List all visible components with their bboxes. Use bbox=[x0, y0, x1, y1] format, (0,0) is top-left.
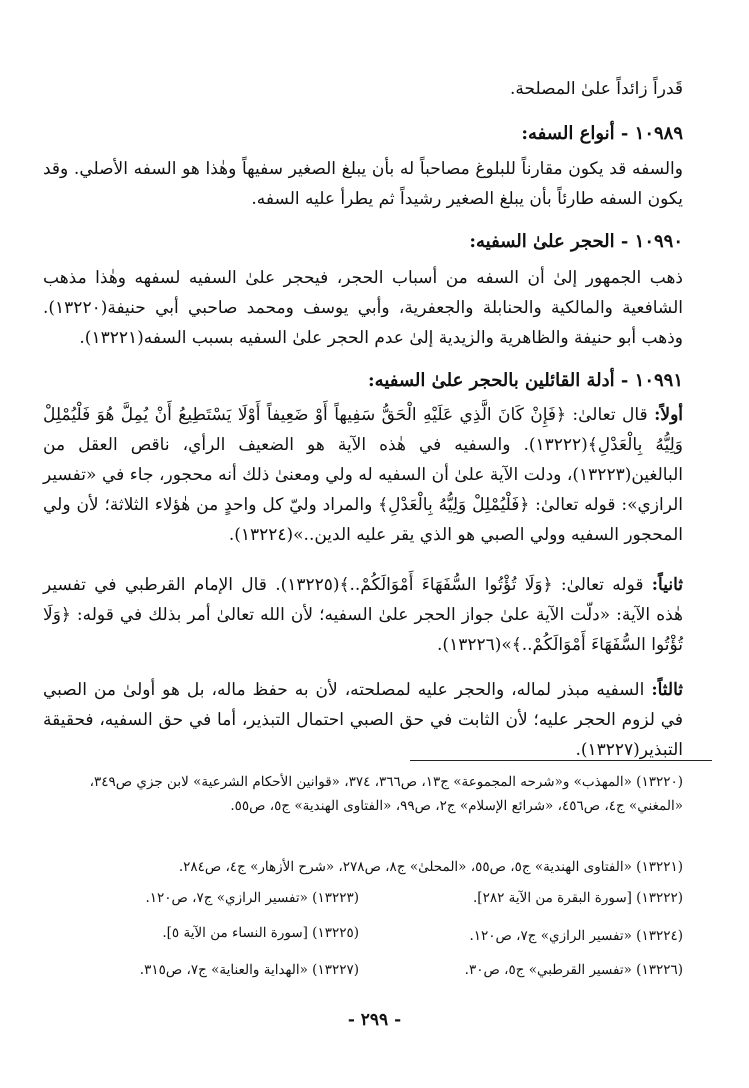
argument-first bbox=[43, 400, 683, 550]
footnote-13221: (١٣٢٢١) «الفتاوى الهندية» ج٥، ص٥٥، «المحلىٰ» ج٨، ص٢٧٨، «شرح الأزهار» ج٤، ص٢٨٤. bbox=[178, 859, 683, 875]
argument-second bbox=[43, 570, 683, 660]
footnote-13220: (١٣٢٢٠) «المهذب» و«شرحه المجموعة» ج١٣، ص٣٦٦، ٣٧٤، «قوانين الأحكام الشرعية» لابن جزي ص٣٤٩، «المغني» ج٤، ص٤٥٦، «شرائع الإسلام» ج٢، ص٩٩، «الفتاوى الهندية» ج٥، ص٥٥. bbox=[89, 774, 683, 814]
argument-first-lead: أولاً: bbox=[654, 405, 683, 425]
argument-second-text: قوله تعالىٰ: ﴿وَلَا تُؤْتُوا السُّفَهَاءَ أَمْوَالَكُمْ..﴾(١٣٢٢٥). قال الإمام القرطبي في تفسير هٰذه الآية: «دلّت الآية علىٰ جواز الحجر علىٰ السفيه؛ لأن الله تعالىٰ أمر بذلك في قوله: ﴿وَلَا تُؤْتُوا السُّفَهَاءَ أَمْوَالَكُمْ..﴾»(١٣٢٢٦). bbox=[43, 575, 683, 655]
intro-line: قَدراً زائداً علىٰ المصلحة. bbox=[509, 79, 683, 99]
footnote-13224: (١٣٢٢٤) «تفسير الرازي» ج٧، ص١٢٠. bbox=[469, 928, 683, 944]
paragraph-hajr-on-safih: ذهب الجمهور إلىٰ أن السفه من أسباب الحجر، فيحجر علىٰ السفيه لسفهه وهٰذا مذهب الشافعية والمالكية والحنابلة والجعفرية، وأبي يوسف ومحمد صاحبي أبي حنيفة(١٣٢٢٠). وذهب أبو حنيفة والظاهرية والزيدية إلىٰ عدم الحجر علىٰ السفيه بسبب السفه(١٣٢٢١). bbox=[43, 268, 683, 348]
argument-second-lead: ثانياً: bbox=[651, 575, 683, 595]
heading-10989: ١٠٩٨٩ - أنواع السفه: bbox=[521, 123, 683, 144]
footnote-13222: (١٣٢٢٢) [سورة البقرة من الآية ٢٨٢]. bbox=[473, 890, 683, 906]
footnote-13225: (١٣٢٢٥) [سورة النساء من الآية ٥]. bbox=[162, 925, 359, 941]
footnote-separator bbox=[410, 760, 712, 761]
argument-first-text: قال تعالىٰ: ﴿فَإِنْ كَانَ الَّذِي عَلَيْهِ الْحَقُّ سَفِيهاً أَوْ ضَعِيفاً أَوْلَا يَسْتَطِيعُ أَنْ يُمِلَّ هُوَ فَلْيُمْلِلْ وَلِيُّهُ بِالْعَدْلِ﴾(١٣٢٢٢). والسفيه في هٰذه الآية هو الضعيف الرأي، ناقص العقل من البالغين(١٣٢٢٣)، ودلت الآية علىٰ أن السفيه له ولي ومعنىٰ ذلك أنه محجور، جاء في «تفسير الرازي»: قوله تعالىٰ: ﴿فَلْيُمْلِلْ وَلِيُّهُ بِالْعَدْلِ﴾ والمراد وليّ كل واحدٍ من هٰؤلاء الثلاثة؛ لأن ولي المحجور السفيه وولي الصبي هو الذي يقر عليه الدين..»(١٣٢٢٤). bbox=[43, 405, 683, 545]
footnote-13226: (١٣٢٢٦) «تفسير القرطبي» ج٥، ص٣٠. bbox=[464, 962, 683, 978]
page-number: - ٢٩٩ - bbox=[347, 1010, 402, 1030]
argument-third bbox=[43, 675, 683, 765]
footnote-13223: (١٣٢٢٣) «تفسير الرازي» ج٧، ص١٢٠. bbox=[145, 890, 359, 906]
argument-third-lead: ثالثاً: bbox=[651, 680, 684, 700]
paragraph-sufah-types: والسفه قد يكون مقارناً للبلوغ مصاحباً له بأن يبلغ الصغير سفيهاً وهٰذا هو السفه الأصلي. وقد يكون السفه طارئاً بأن يبلغ الصغير رشيداً ثم يطرأ عليه السفه. bbox=[43, 159, 683, 209]
argument-third-text: السفيه مبذر لماله، والحجر عليه لمصلحته، لأن به حفظ ماله، بل هو أولىٰ من الصبي في لزوم الحجر عليه؛ لأن الثابت في حق الصبي احتمال التبذير، أما في حق السفيه، فحقيقة التبذير(١٣٢٢٧). bbox=[43, 680, 683, 760]
footnote-13227: (١٣٢٢٧) «الهداية والعناية» ج٧، ص٣١٥. bbox=[139, 962, 359, 978]
heading-10991: ١٠٩٩١ - أدلة القائلين بالحجر علىٰ السفيه: bbox=[368, 370, 683, 391]
heading-10990: ١٠٩٩٠ - الحجر علىٰ السفيه: bbox=[469, 231, 683, 252]
